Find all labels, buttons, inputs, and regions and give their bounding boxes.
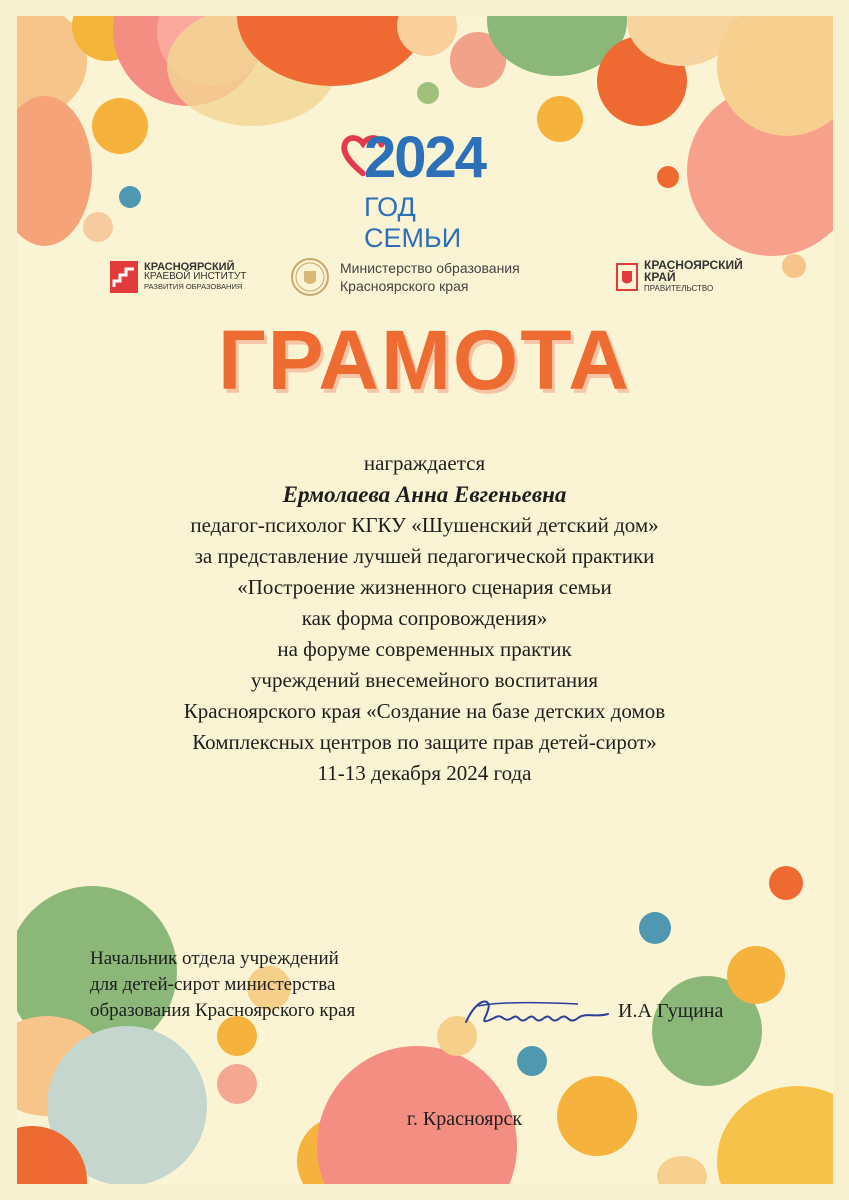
award-intro: награждается [363, 451, 486, 475]
recipient-name: Ермолаева Анна Евгеньевна [282, 482, 567, 507]
award-line: Красноярского края «Создание на базе детских домов [183, 699, 666, 723]
year-text: 2024 [364, 125, 486, 190]
institute-line2: КРАЕВОЙ ИНСТИТУТ [144, 271, 247, 282]
partner-logos [0, 255, 849, 305]
award-line: за представление лучшей педагогической практики [194, 544, 655, 568]
award-text [0, 448, 849, 789]
signatory-title-line: для детей-сирот министерства [90, 974, 336, 995]
institute-logo [110, 261, 246, 293]
year-subtitle: ГОД СЕМЬИ [364, 192, 462, 253]
decor-circle [537, 96, 583, 142]
government-line3: ПРАВИТЕЛЬСТВО [644, 284, 714, 293]
decor-circle [119, 186, 141, 208]
government-line1: КРАСНОЯРСКИЙ [644, 258, 743, 272]
ministry-line1: Министерство образования [340, 260, 520, 276]
institute-line3: РАЗВИТИЯ ОБРАЗОВАНИЯ [144, 282, 243, 291]
ministry-line2: Красноярского края [340, 278, 469, 294]
institute-stairs-icon [110, 261, 138, 293]
government-logo [616, 259, 743, 295]
decor-circle [769, 866, 803, 900]
signatory-title-line: Начальник отдела учреждений [90, 948, 339, 969]
signatory-title [90, 946, 355, 1024]
award-line: учреждений внесемейного воспитания [250, 668, 599, 692]
decor-circle [92, 98, 148, 154]
award-line: педагог-психолог КГКУ «Шушенский детский дом» [190, 513, 659, 537]
award-date: 11-13 декабря 2024 года [317, 761, 532, 785]
decor-circle [217, 1064, 257, 1104]
signatory-name: И.А Гущина [618, 1000, 724, 1022]
decor-circle [417, 82, 439, 104]
region-emblem-icon [616, 263, 638, 291]
handwritten-signature [458, 992, 618, 1040]
coat-of-arms-icon [290, 257, 330, 297]
decor-circle [639, 912, 671, 944]
government-line2: КРАЙ [644, 270, 676, 284]
decor-circle [657, 1156, 707, 1184]
city-label: г. Красноярск [406, 1108, 523, 1130]
award-line: Комплексных центров по защите прав детей-сирот» [192, 730, 657, 754]
signatory-title-line: образования Красноярского края [90, 1000, 356, 1021]
decor-circle [17, 96, 92, 246]
decor-circle [83, 212, 113, 242]
award-line: как форма сопровождения» [301, 606, 548, 630]
decor-circle [727, 946, 785, 1004]
decor-circle [717, 1086, 833, 1184]
institute-line1: КРАСНОЯРСКИЙ [144, 261, 235, 273]
decor-circle [657, 166, 679, 188]
year-of-family-logo [340, 125, 510, 253]
certificate-title: ГРАМОТА [218, 313, 631, 407]
decor-circle [517, 1046, 547, 1076]
ministry-logo [290, 257, 520, 297]
award-line: на форуме современных практик [277, 637, 572, 661]
award-line: «Построение жизненного сценария семьи [237, 575, 612, 599]
